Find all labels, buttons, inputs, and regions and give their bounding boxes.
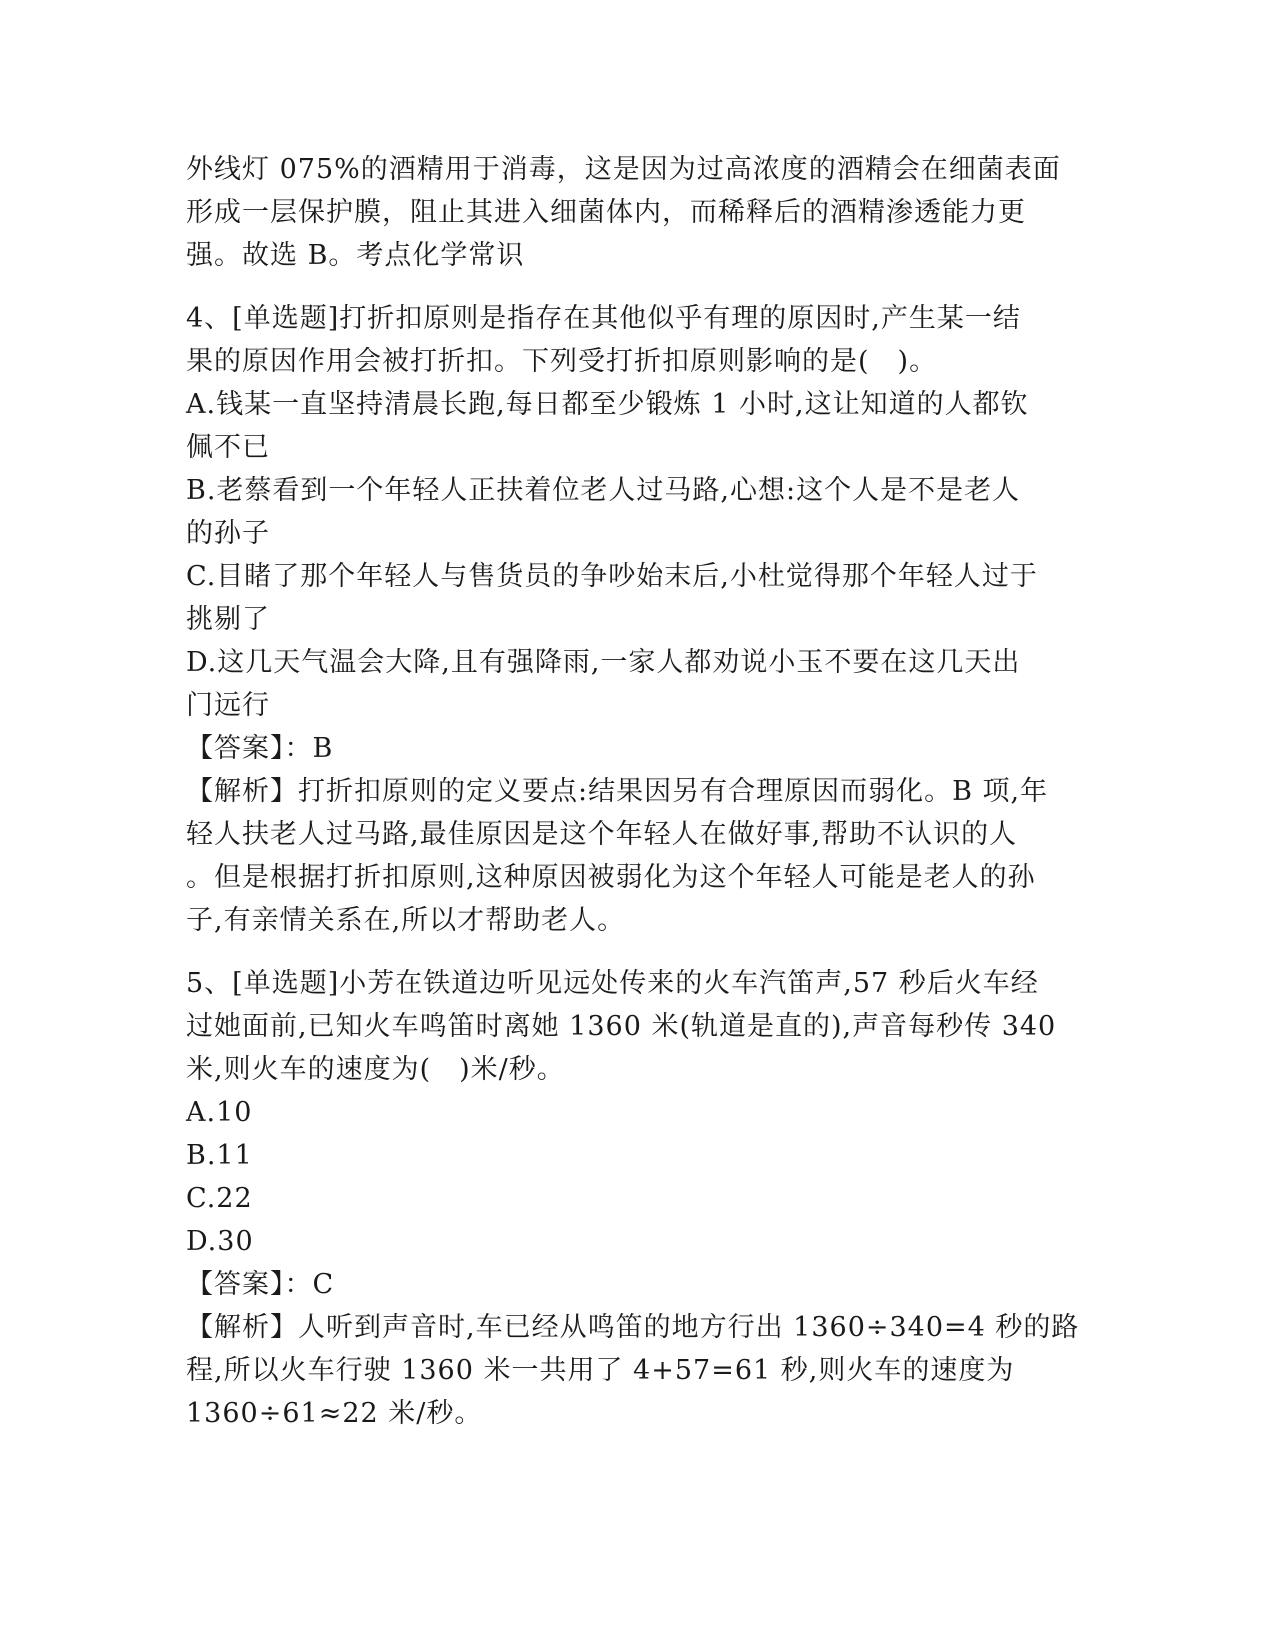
question-stem-line: 5、[单选题]小芳在铁道边听见远处传来的火车汽笛声,57 秒后火车经 — [186, 968, 1039, 999]
option-d: D.这几天气温会大降,且有强降雨,一家人都劝说小玉不要在这几天出 — [186, 647, 1021, 678]
answer-line: 【答案】：C — [186, 1269, 335, 1300]
analysis-line: 程,所以火车行驶 1360 米一共用了 4+57=61 秒,则火车的速度为 — [186, 1355, 1015, 1386]
document-page — [186, 148, 1086, 1435]
option-c: C.目睹了那个年轻人与售货员的争吵始末后,小杜觉得那个年轻人过于 — [186, 561, 1038, 592]
analysis-line: 【解析】打折扣原则的定义要点:结果因另有合理原因而弱化。B 项,年 — [186, 776, 1049, 807]
option-a-cont: 佩不已 — [186, 432, 270, 463]
intro-paragraph — [186, 148, 1086, 277]
question-stem-line: 果的原因作用会被打折扣。下列受打折扣原则影响的是( )。 — [186, 346, 938, 377]
option-c: C.22 — [186, 1183, 253, 1214]
option-a: A.钱某一直坚持清晨长跑,每日都至少锻炼 1 小时,这让知道的人都钦 — [186, 389, 1029, 420]
option-b: B.老蔡看到一个年轻人正扶着位老人过马路,心想:这个人是不是老人 — [186, 475, 1021, 506]
option-d-cont: 门远行 — [186, 690, 270, 721]
question-stem-line: 4、[单选题]打折扣原则是指存在其他似乎有理的原因时,产生某一结 — [186, 303, 1021, 334]
option-b-cont: 的孙子 — [186, 518, 270, 549]
analysis-line: 轻人扶老人过马路,最佳原因是这个年轻人在做好事,帮助不认识的人 — [186, 819, 1018, 850]
section-gap — [186, 277, 1086, 297]
question-4 — [186, 297, 1086, 942]
question-stem-line: 米,则火车的速度为( )米/秒。 — [186, 1054, 565, 1085]
option-a: A.10 — [186, 1097, 253, 1128]
question-stem-line: 过她面前,已知火车鸣笛时离她 1360 米(轨道是直的),声音每秒传 340 — [186, 1011, 1057, 1042]
intro-line: 强。故选 B。考点化学常识 — [186, 240, 525, 271]
option-b: B.11 — [186, 1140, 253, 1171]
option-d: D.30 — [186, 1226, 254, 1257]
section-gap — [186, 942, 1086, 962]
question-5 — [186, 962, 1086, 1435]
option-c-cont: 挑剔了 — [186, 604, 270, 635]
analysis-line: 。但是根据打折扣原则,这种原因被弱化为这个年轻人可能是老人的孙 — [186, 862, 1036, 893]
analysis-line: 子,有亲情关系在,所以才帮助老人。 — [186, 905, 626, 936]
intro-line: 外线灯 075%的酒精用于消毒，这是因为过高浓度的酒精会在细菌表面 — [186, 154, 1061, 185]
analysis-line: 1360÷61≈22 米/秒。 — [186, 1398, 483, 1429]
answer-line: 【答案】：B — [186, 733, 334, 764]
analysis-line: 【解析】人听到声音时,车已经从鸣笛的地方行出 1360÷340=4 秒的路 — [186, 1312, 1080, 1343]
intro-line: 形成一层保护膜，阻止其进入细菌体内，而稀释后的酒精渗透能力更 — [186, 197, 1026, 228]
